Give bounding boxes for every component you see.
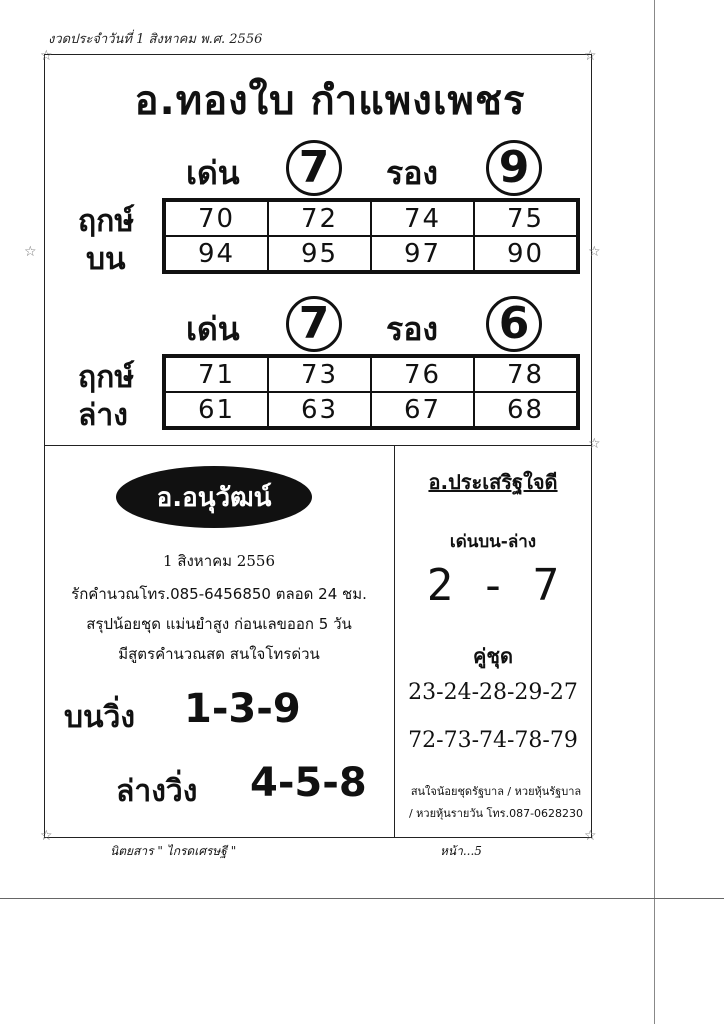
page-edge-line <box>654 0 655 1024</box>
grid-cell: 63 <box>268 392 371 428</box>
corner-star-icon: ☆ <box>584 48 597 64</box>
runner-label: รอง <box>386 310 439 348</box>
row-label: ล่าง <box>78 398 128 433</box>
author-badge: อ.อนุวัฒน์ <box>116 466 312 528</box>
runner-value-circle: 6 <box>486 296 542 352</box>
row-label: ฤกษ์ <box>78 204 135 239</box>
grid-cell: 97 <box>371 236 474 272</box>
upper-run-label: บนวิ่ง <box>64 700 136 735</box>
grid-row <box>164 356 578 392</box>
contact-note: สนใจน้อยชุดรัฐบาล / หวยหุ้นรัฐบาล <box>410 785 582 798</box>
number-grid <box>162 198 580 274</box>
page-number: หน้า...5 <box>440 844 482 858</box>
pairs-line: 72-73-74-78-79 <box>408 728 578 753</box>
side-star-icon: ☆ <box>588 436 601 452</box>
grid-cell: 70 <box>164 200 268 236</box>
author-title: อ.ประเสริฐใจดี <box>428 470 558 494</box>
grid-cell: 71 <box>164 356 268 392</box>
issue-header: งวดประจำวันที่ 1 สิงหาคม พ.ศ. 2556 <box>48 32 263 47</box>
runner-label: รอง <box>386 154 439 192</box>
lead-subtitle: เด่นบน-ล่าง <box>449 532 537 552</box>
side-star-icon: ☆ <box>24 244 37 260</box>
info-line: มีสูตรคำนวณสด สนใจโทรด่วน <box>118 645 320 663</box>
runner-value-circle: 9 <box>486 140 542 196</box>
side-star-icon: ☆ <box>588 244 601 260</box>
grid-cell: 75 <box>474 200 578 236</box>
page-bottom-line <box>0 898 724 899</box>
contact-note: / หวยหุ้นรายวัน โทร.087-0628230 <box>408 807 584 820</box>
horizontal-divider <box>44 445 592 446</box>
grid-cell: 61 <box>164 392 268 428</box>
page-title: อ.ทองใบ กำแพงเพชร <box>134 78 526 124</box>
magazine-name: นิตยสาร " ไกรดเศรษฐี " <box>110 844 237 858</box>
corner-star-icon: ☆ <box>40 828 53 844</box>
pairs-label: คู่ชุด <box>473 644 513 668</box>
grid-row <box>164 236 578 272</box>
info-line: รักคำนวณโทร.085-6456850 ตลอด 24 ชม. <box>71 585 367 603</box>
grid-cell: 76 <box>371 356 474 392</box>
lead-value-circle: 7 <box>286 140 342 196</box>
number-grid <box>162 354 580 430</box>
lower-run-value: 4-5-8 <box>250 760 367 806</box>
lead-numbers: 2 - 7 <box>426 560 560 611</box>
grid-cell: 73 <box>268 356 371 392</box>
lead-label: เด่น <box>186 310 240 348</box>
grid-cell: 74 <box>371 200 474 236</box>
pairs-line: 23-24-28-29-27 <box>408 680 578 705</box>
row-label: บน <box>86 242 126 277</box>
corner-star-icon: ☆ <box>584 828 597 844</box>
grid-cell: 78 <box>474 356 578 392</box>
info-line: สรุปน้อยชุด แม่นยำสูง ก่อนเลขออก 5 วัน <box>86 615 352 633</box>
grid-cell: 94 <box>164 236 268 272</box>
corner-star-icon: ☆ <box>40 48 53 64</box>
grid-cell: 72 <box>268 200 371 236</box>
row-label: ฤกษ์ <box>78 360 135 395</box>
grid-cell: 95 <box>268 236 371 272</box>
grid-row <box>164 200 578 236</box>
lead-value-circle: 7 <box>286 296 342 352</box>
grid-cell: 68 <box>474 392 578 428</box>
grid-row <box>164 392 578 428</box>
grid-cell: 67 <box>371 392 474 428</box>
panel-date: 1 สิงหาคม 2556 <box>163 552 275 570</box>
upper-run-value: 1-3-9 <box>184 686 301 732</box>
lower-run-label: ล่างวิ่ง <box>116 774 198 809</box>
grid-cell: 90 <box>474 236 578 272</box>
lead-label: เด่น <box>186 154 240 192</box>
